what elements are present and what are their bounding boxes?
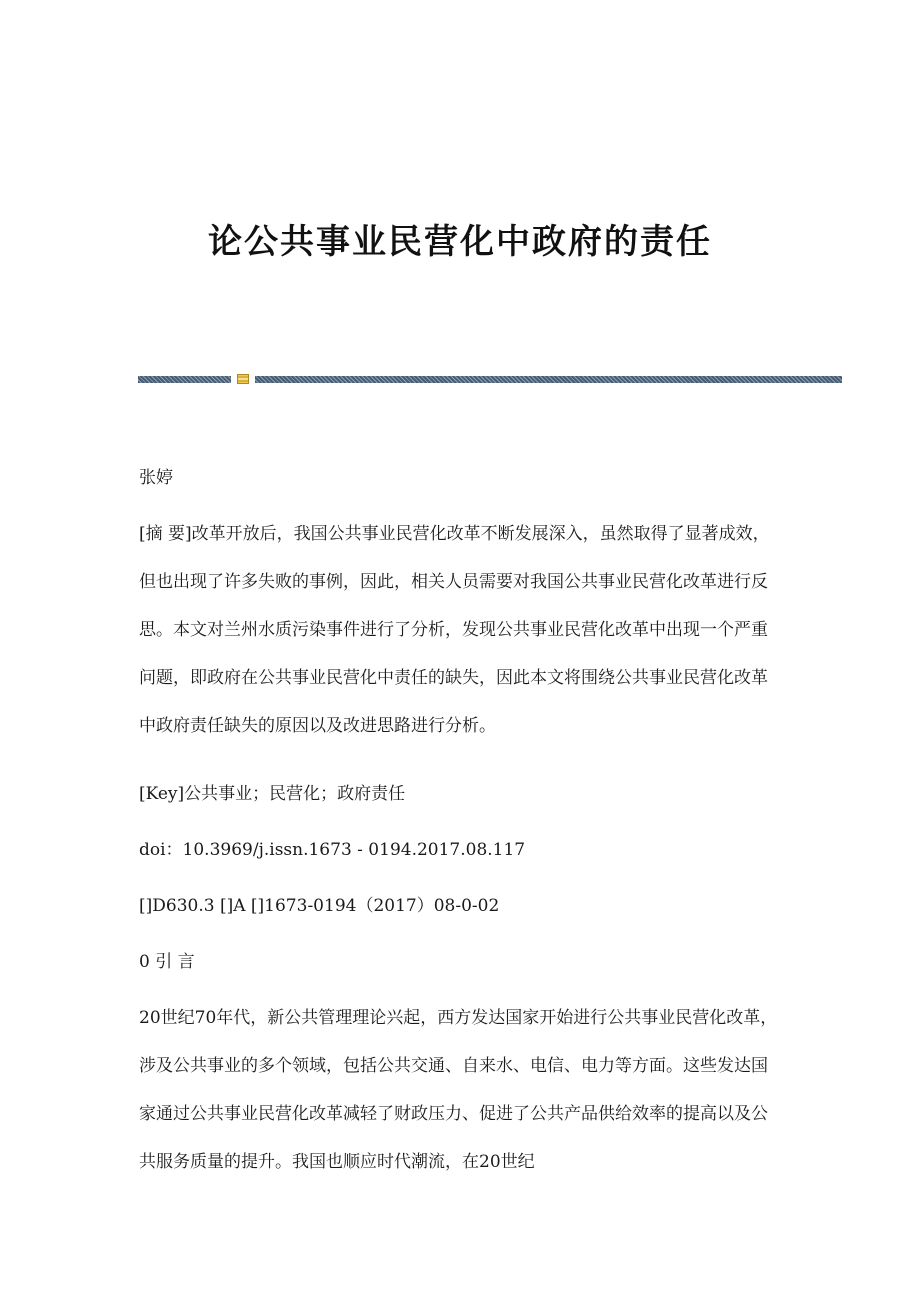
divider-bar-right [255,376,842,383]
page-title: 论公共事业民营化中政府的责任 [208,222,712,262]
author-name: 张婷 [139,468,173,488]
section-heading: 0 引 言 [139,952,195,972]
abstract-text: 改革开放后，我国公共事业民营化改革不断发展深入，虽然取得了显著成效，但也出现了许多失败的事例，因此，相关人员需要对我国公共事业民营化改革进行反思。本文对兰州水质污染事件进行了分析，发现公共事业民营化改革中出现一个严重问题，即政府在公共事业民营化中责任的缺失，因此本文将围绕公共事业民营化改革中政府责任缺失的原因以及改进思路进行分析。 [139,524,770,736]
divider-bar-left [138,376,231,383]
abstract-paragraph [139,510,779,750]
keywords-line: [Key]公共事业；民营化；政府责任 [139,784,406,804]
doi-line: doi：10.3969/j.issn.1673 - 0194.2017.08.117 [139,840,526,860]
gem-ornament-icon [237,374,249,384]
decorative-divider [138,374,842,384]
classification-line: []D630.3 []A []1673-0194（2017）08-0-02 [139,896,500,916]
intro-paragraph: 20世纪70年代，新公共管理理论兴起，西方发达国家开始进行公共事业民营化改革，涉及公共事业的多个领域，包括公共交通、自来水、电信、电力等方面。这些发达国家通过公共事业民营化改革减轻了财政压力、促进了公共产品供给效率的提高以及公共服务质量的提升。我国也顺应时代潮流，在20世纪 [139,1008,778,1172]
article-body [139,466,779,1218]
abstract-label: [摘 要] [139,524,192,544]
